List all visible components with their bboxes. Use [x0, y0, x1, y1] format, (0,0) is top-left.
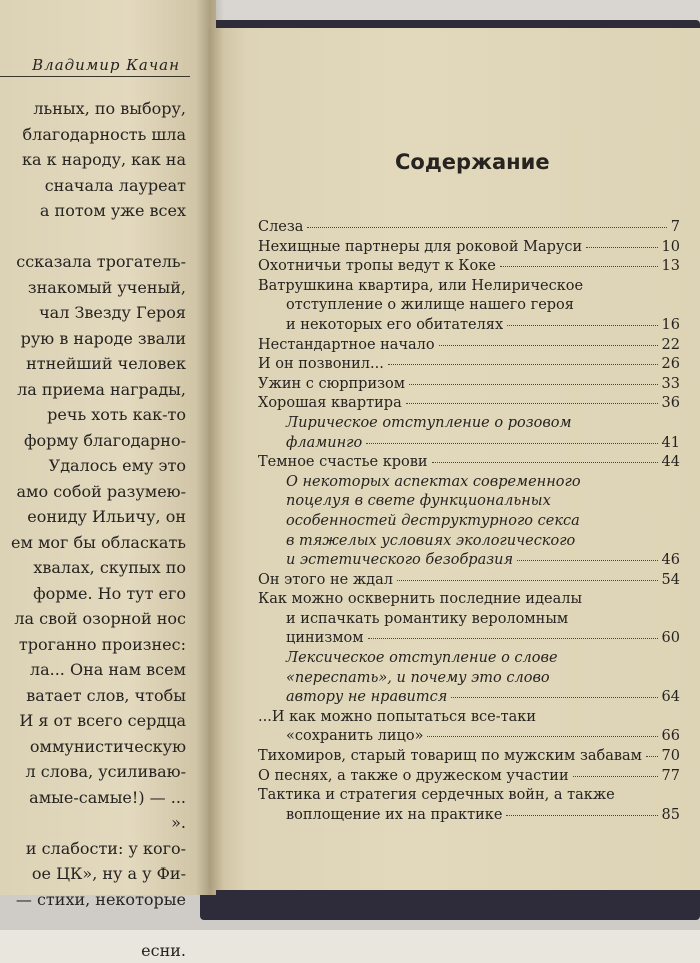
toc-entry — [258, 257, 680, 277]
toc-entry-title: «переспать», и почему это слово — [258, 669, 680, 689]
toc-entry-title: Ватрушкина квартира, или Нелирическое — [258, 277, 680, 297]
toc-entry — [258, 590, 680, 649]
dot-leader — [388, 364, 658, 365]
text-line: льных, по выбору, — [0, 96, 186, 122]
toc-entry-title: поцелуя в свете функциональных — [258, 492, 680, 512]
toc-entry-title: воплощение их на практике — [286, 806, 502, 826]
toc-page-number: 60 — [662, 629, 680, 649]
text-line: речь хоть как-то — [0, 402, 186, 428]
toc-entry-title: особенностей деструктурного секса — [258, 512, 680, 532]
toc-entry-title: и некоторых его обитателях — [286, 316, 503, 336]
toc-entry-title: цинизмом — [286, 629, 364, 649]
dot-leader — [368, 638, 658, 639]
toc-page-number: 54 — [662, 571, 680, 591]
text-line: благодарность шла — [0, 122, 186, 148]
toc-entry-title: и эстетического безобразия — [286, 551, 513, 571]
text-line: л слова, усиливаю- — [0, 759, 186, 785]
dot-leader — [409, 384, 658, 385]
toc-entry — [258, 473, 680, 571]
text-line: амо собой разумею- — [0, 479, 186, 505]
toc-entry-title: Тихомиров, старый товарищ по мужским забавам — [258, 747, 642, 767]
toc-page-number: 44 — [662, 453, 680, 473]
toc-entry-title: Лирическое отступление о розовом — [258, 414, 680, 434]
toc-entry — [258, 747, 680, 767]
text-line: еониду Ильичу, он — [0, 504, 186, 530]
toc-entry — [258, 355, 680, 375]
toc-entry-title: Нестандартное начало — [258, 336, 435, 356]
toc-entry-title: И он позвонил... — [258, 355, 384, 375]
text-line: форме. Но тут его — [0, 581, 186, 607]
dot-leader — [451, 697, 657, 698]
dot-leader — [586, 247, 657, 248]
text-line — [0, 912, 186, 938]
toc-entry-title: Он этого не ждал — [258, 571, 393, 591]
toc-entry-title: «сохранить лицо» — [286, 727, 423, 747]
toc-entry-title: О некоторых аспектах современного — [258, 473, 680, 493]
toc-page-number: 66 — [662, 727, 680, 747]
text-line: ла свой озорной нос — [0, 606, 186, 632]
toc-page-number: 85 — [662, 806, 680, 826]
text-line: ем мог бы обласкать — [0, 530, 186, 556]
toc-entry-title: О песнях, а также о дружеском участии — [258, 767, 569, 787]
text-line: ла... Она нам всем — [0, 657, 186, 683]
toc-entry — [258, 649, 680, 708]
table-of-contents — [258, 218, 680, 825]
toc-page-number: 77 — [662, 767, 680, 787]
toc-entry-title: Как можно осквернить последние идеалы — [258, 590, 680, 610]
toc-page-number: 13 — [662, 257, 680, 277]
text-line: — стихи, некоторые — [0, 887, 186, 913]
toc-entry — [258, 786, 680, 825]
toc-entry-title: Лексическое отступление о слове — [258, 649, 680, 669]
dot-leader — [646, 756, 658, 757]
toc-entry — [258, 277, 680, 336]
text-line: ватает слов, чтобы — [0, 683, 186, 709]
text-line: форму благодарно- — [0, 428, 186, 454]
toc-page-number: 10 — [662, 238, 680, 258]
toc-page-number: 64 — [662, 688, 680, 708]
text-line: троганно произнес: — [0, 632, 186, 658]
text-line: сначала лауреат — [0, 173, 186, 199]
toc-title: Содержание — [395, 150, 550, 174]
toc-entry — [258, 708, 680, 747]
text-line: ка к народу, как на — [0, 147, 186, 173]
dot-leader — [366, 443, 657, 444]
toc-page-number: 46 — [662, 551, 680, 571]
text-line: а потом уже всех — [0, 198, 186, 224]
text-line: оммунистическую — [0, 734, 186, 760]
dot-leader — [573, 776, 658, 777]
text-line: знакомый ученый, — [0, 275, 186, 301]
toc-entry — [258, 375, 680, 395]
text-line: амые-самые!) — ... — [0, 785, 186, 811]
running-head-rule — [0, 76, 190, 77]
toc-entry-title: Темное счастье крови — [258, 453, 428, 473]
toc-entry-title: Нехищные партнеры для роковой Маруси — [258, 238, 582, 258]
dot-leader — [307, 227, 666, 228]
toc-page-number: 70 — [662, 747, 680, 767]
toc-page-number: 22 — [662, 336, 680, 356]
text-line: хвалах, скупых по — [0, 555, 186, 581]
toc-entry-title: в тяжелых условиях экологического — [258, 532, 680, 552]
toc-entry-title: Охотничьи тропы ведут к Коке — [258, 257, 496, 277]
text-line: ла приема награды, — [0, 377, 186, 403]
toc-page-number: 41 — [662, 434, 680, 454]
dot-leader — [507, 325, 657, 326]
toc-entry — [258, 767, 680, 787]
toc-entry-title: и испачкать романтику вероломным — [258, 610, 680, 630]
toc-entry — [258, 571, 680, 591]
dot-leader — [506, 815, 657, 816]
dot-leader — [397, 580, 658, 581]
toc-page-number: 33 — [662, 375, 680, 395]
running-head: Владимир Качан — [0, 56, 180, 74]
toc-page-number: 16 — [662, 316, 680, 336]
text-line — [0, 224, 186, 250]
text-line: чал Звезду Героя — [0, 300, 186, 326]
text-line: есни. — [0, 938, 186, 963]
toc-entry-title: Ужин с сюрпризом — [258, 375, 405, 395]
text-line: ссказала трогатель- — [0, 249, 186, 275]
toc-entry — [258, 238, 680, 258]
left-page-text — [0, 96, 186, 963]
text-line: ». — [0, 810, 186, 836]
toc-entry-title: Тактика и стратегия сердечных войн, а также — [258, 786, 680, 806]
toc-entry-title: отступление о жилище нашего героя — [258, 296, 680, 316]
dot-leader — [432, 462, 658, 463]
toc-page-number: 26 — [662, 355, 680, 375]
toc-entry — [258, 218, 680, 238]
toc-entry-title: Слеза — [258, 218, 303, 238]
gutter-shadow — [196, 0, 224, 895]
left-page — [0, 0, 216, 895]
text-line: ое ЦК», ну а у Фи- — [0, 861, 186, 887]
toc-entry — [258, 394, 680, 414]
toc-entry-title: Хорошая квартира — [258, 394, 402, 414]
toc-entry-title: фламинго — [286, 434, 362, 454]
toc-entry — [258, 414, 680, 453]
toc-entry — [258, 453, 680, 473]
text-line: И я от всего сердца — [0, 708, 186, 734]
dot-leader — [406, 403, 658, 404]
dot-leader — [427, 736, 657, 737]
text-line: рую в народе звали — [0, 326, 186, 352]
toc-entry-title: автору не нравится — [286, 688, 447, 708]
toc-entry — [258, 336, 680, 356]
text-line: и слабости: у кого- — [0, 836, 186, 862]
toc-page-number: 36 — [662, 394, 680, 414]
dot-leader — [500, 266, 658, 267]
dot-leader — [517, 560, 657, 561]
text-line: нтнейший человек — [0, 351, 186, 377]
text-line: Удалось ему это — [0, 453, 186, 479]
toc-entry-title: ...И как можно попытаться все-таки — [258, 708, 680, 728]
toc-page-number: 7 — [671, 218, 680, 238]
dot-leader — [439, 345, 658, 346]
